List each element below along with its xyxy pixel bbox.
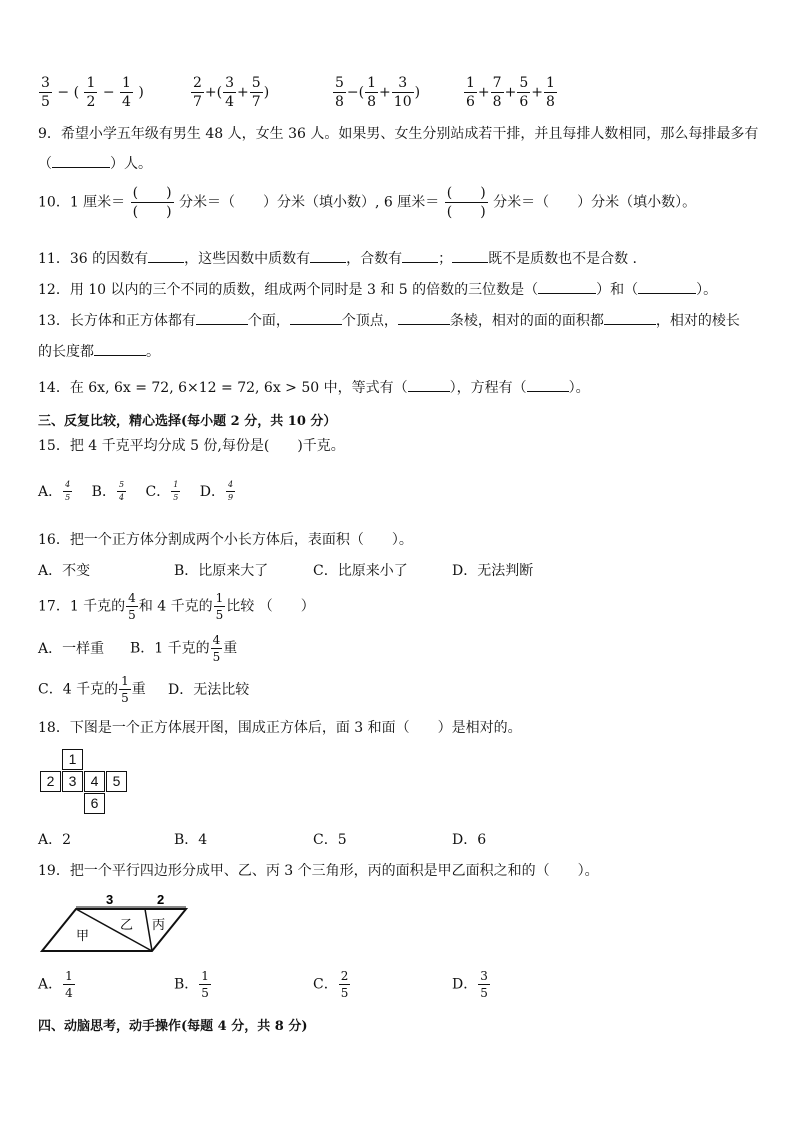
- label-top-1: 3: [106, 893, 114, 907]
- question-10: 10．1 厘米＝ $\frac{( )}{( )}$ 分米＝（ ）分米（填小数）, 6 厘米＝ $\frac{( )}{( )}$ 分米＝（ ）分米（填小数）。: [38, 185, 697, 220]
- answer-blank[interactable]: [148, 262, 184, 263]
- option-d[interactable]: D． $\frac{4}{9}$: [199, 480, 234, 502]
- option-a[interactable]: A．一样重: [38, 641, 105, 657]
- face-2: 2: [40, 771, 61, 792]
- section-3-heading: 三、反复比较，精心选择(每小题 2 分，共 10 分）: [38, 414, 337, 429]
- fraction: $\frac{1}{6}$: [466, 75, 475, 110]
- face-4: 4: [84, 771, 105, 792]
- option-b[interactable]: B．比原来大了: [174, 563, 269, 579]
- fraction: $\frac{3}{10}$: [393, 75, 412, 110]
- option-c[interactable]: C．5: [313, 832, 347, 848]
- question-14: 14．在 6x, 6x = 72, 6×12 = 72, 6x > 50 中，等式有（ ），方程有（ ）。: [38, 380, 590, 396]
- expr-2: $\frac{2}{7}$ +( $\frac{3}{4}$ + $\frac{5}{7}$ ): [193, 75, 270, 110]
- question-18: 18．下图是一个正方体展开图，围成正方体后，面 3 和面（ ）是相对的。: [38, 720, 522, 736]
- option-a[interactable]: A． $\frac{1}{4}$: [38, 969, 73, 1000]
- fraction-blank[interactable]: $\frac{( )}{( )}$: [132, 185, 172, 220]
- question-11: 11．36 的因数有 ，这些因数中质数有 ，合数有 ； 既不是质数也不是合数 .: [38, 251, 637, 267]
- question-15-options: [38, 481, 236, 502]
- question-17: 17．1 千克的 $\frac{4}{5}$ 和 4 千克的 $\frac{1}{5}$ 比较 （ ）: [38, 591, 315, 622]
- label-yi: 乙: [120, 918, 134, 933]
- option-b[interactable]: B．4: [174, 832, 208, 848]
- expr-1: $\frac{3}{5}$ − ( $\frac{1}{2}$ − $\frac{1}{4}$ ): [41, 75, 144, 110]
- option-c[interactable]: C．比原来小了: [313, 563, 408, 579]
- answer-blank[interactable]: [408, 391, 450, 392]
- question-12: 12．用 10 以内的三个不同的质数，组成两个同时是 3 和 5 的倍数的三位数是（ ）和（ ）。: [38, 282, 718, 298]
- label-jia: 甲: [76, 929, 90, 944]
- fraction: $\frac{5}{6}$: [519, 75, 529, 110]
- option-a[interactable]: A．2: [38, 832, 72, 848]
- question-19: 19．把一个平行四边形分成甲、乙、丙 3 个三角形，丙的面积是甲乙面积之和的（ ）。: [38, 863, 599, 879]
- option-b[interactable]: B． $\frac{1}{5}$: [174, 969, 209, 1000]
- expr-3: $\frac{5}{8}$ −( $\frac{1}{8}$ + $\frac{3}{10}$ ): [335, 75, 421, 110]
- fraction: $\frac{5}{7}$: [251, 75, 261, 110]
- parallelogram-figure: [40, 893, 190, 955]
- option-c[interactable]: C． $\frac{1}{5}$: [145, 480, 179, 502]
- face-3: 3: [62, 771, 83, 792]
- fraction: $\frac{3}{4}$: [225, 75, 235, 110]
- question-15: 15．把 4 千克平均分成 5 份,每份是( )千克。: [38, 438, 345, 454]
- answer-blank[interactable]: [290, 324, 342, 325]
- cube-net-figure: [40, 749, 136, 817]
- option-a[interactable]: A． $\frac{4}{5}$: [38, 480, 71, 502]
- answer-blank[interactable]: [94, 355, 146, 356]
- option-d[interactable]: D．无法判断: [452, 563, 534, 579]
- option-c[interactable]: C． $\frac{2}{5}$: [313, 969, 349, 1000]
- face-6: 6: [84, 793, 105, 814]
- option-a[interactable]: A．不变: [38, 563, 91, 579]
- option-b[interactable]: B．1 千克的 $\frac{4}{5}$ 重: [130, 633, 238, 664]
- question-16: 16．把一个正方体分割成两个小长方体后，表面积（ ）。: [38, 532, 413, 548]
- fraction: $\frac{1}{4}$: [122, 75, 131, 110]
- question-9: 9．希望小学五年级有男生 48 人，女生 36 人。如果男、女生分别站成若干排，并且每排人数相同，那么每排最多有: [38, 126, 759, 142]
- answer-blank[interactable]: [527, 391, 569, 392]
- answer-blank[interactable]: [196, 324, 248, 325]
- face-5: 5: [106, 771, 127, 792]
- question-9-line2: （ ）人。: [38, 156, 152, 172]
- option-d[interactable]: D．6: [452, 832, 487, 848]
- answer-blank[interactable]: [310, 262, 346, 263]
- answer-blank[interactable]: [402, 262, 438, 263]
- fraction: $\frac{1}{8}$: [367, 75, 377, 110]
- option-b[interactable]: B． $\frac{5}{4}$: [91, 480, 125, 502]
- fraction: $\frac{3}{5}$: [41, 75, 50, 110]
- answer-blank[interactable]: [638, 293, 696, 294]
- answer-blank[interactable]: [452, 262, 488, 263]
- face-1: 1: [62, 749, 83, 770]
- question-13-line2: 的长度都 。: [38, 344, 160, 360]
- fraction: $\frac{1}{8}$: [545, 75, 555, 110]
- section-4-heading: 四、动脑思考，动手操作(每题 4 分，共 8 分): [38, 1019, 308, 1034]
- option-c[interactable]: C．4 千克的 $\frac{1}{5}$ 重: [38, 674, 146, 705]
- question-13: 13．长方体和正方体都有 个面， 个顶点， 条棱，相对的面的面积都 ，相对的棱长: [38, 313, 740, 329]
- expr-4: $\frac{1}{6}$ + $\frac{7}{8}$ + $\frac{5}{6}$ + $\frac{1}{8}$: [466, 75, 555, 110]
- option-d[interactable]: D．无法比较: [168, 682, 250, 698]
- fraction: $\frac{1}{2}$: [86, 75, 96, 110]
- answer-blank[interactable]: [52, 167, 110, 168]
- answer-blank[interactable]: [538, 293, 596, 294]
- fraction: $\frac{5}{8}$: [335, 75, 344, 110]
- fraction: $\frac{2}{7}$: [193, 75, 202, 110]
- fraction-blank[interactable]: $\frac{( )}{( )}$: [446, 185, 486, 220]
- label-top-2: 2: [157, 893, 165, 907]
- label-bing: 丙: [152, 918, 166, 933]
- fraction: $\frac{7}{8}$: [492, 75, 502, 110]
- answer-blank[interactable]: [604, 324, 656, 325]
- answer-blank[interactable]: [398, 324, 450, 325]
- option-d[interactable]: D． $\frac{3}{5}$: [452, 969, 488, 1000]
